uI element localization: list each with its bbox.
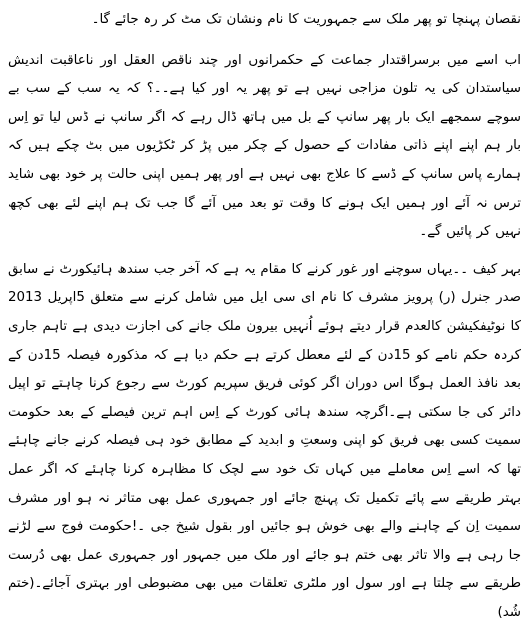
article-paragraph-politicians: اب اسے میں برسراقتدار جماعت کے حکمرانوں اور چند ناقص العقل اور ناعاقبت اندیش سیاستدان کی یہ تلون مزاجی نہیں ہے تو پھر یہ اور کیا ہے۔۔؟ کہ یہ سب کے سب بے سوچے سمجھے ایک بار پھر سانپ کے بل میں ہاتھ ڈال رہے کہ اگر سانپ نے ڈس لیا تو اِس بار ہم اپنے اپنے ذاتی مفادات کے حصول کے چکر میں پڑ کر ٹکڑیوں میں بٹ چکے ہیں کہ ہمارے پاس سانپ کے ڈسے کا علاج بھی نہیں ہے اور پھر ہمیں اپنی حالت پر خود بھی شاید ترس نہ آئے اور ہمیں ایک ہونے کا وقت تو بعد میں آئے گا جب تک ہم اپنے لئے بھی کچھ نہیں کر پائیں گے۔ — [8, 52, 521, 240]
article-paragraph-opening: نقصان پہنچا تو پھر ملک سے جمہوریت کا نام ونشان تک مٹ کر رہ جائے گا۔ — [91, 12, 521, 27]
article-paragraph-court-verdict: بہر کیف ۔۔یہاں سوچنے اور غور کرنے کا مقام یہ ہے کہ آخر جب سندھ ہائیکورٹ نے سابق صدر جنرل (ر) پرویز مشرف کا نام ای سی ایل میں شامل کرنے سے متعلق 5اپریل 2013 کا نوٹیفکیشن کالعدم قرار دیتے ہوئے اُنہیں بیرون ملک جانے کی اجازت دیدی ہے تاہم جاری کردہ حکم نامے کو 15دن کے لئے معطل کرتے ہے حکم دیا ہے کہ مذکورہ فیصلہ 15دن کے بعد نافذ العمل ہوگا اس دوران اگر کوئی فریق سپریم کورٹ سے رجوع کرنا چاہتے تو اپیل دائر کی جا سکتی ہے۔اگرچہ سندھ ہائی کورٹ کے اِس اہم ترین فیصلے کے بعد حکومت سمیت کسی بھی فریق کو اپنی وسعتِ و ابدید کے مطابق خود ہی فیصلہ کرنے جانے چاہئے تھا کہ اسے اِس معاملے میں کہاں تک خود سے لچک کا مظاہرہ کرنا چاہئے کہ اگر عمل بہتر طریقے سے پائے تکمیل تک پہنچ جائے اور جمہوری عمل بھی متاثر نہ ہو اور مشرف سمیت اِن کے چاہنے والے بھی خوش ہو جائیں اور بقول شیخ جی ۔!حکومت فوج سے لڑنے جا رہی ہے والا تاثر بھی ختم ہو جائے اور ملک میں جمہور اور جمہوری عمل بھی دُرست طریقے سے چلتا ہے اور سول اور ملٹری تعلقات میں بھی مضبوطی اور بہتری آجائے۔(ختم شُد) — [8, 261, 521, 620]
